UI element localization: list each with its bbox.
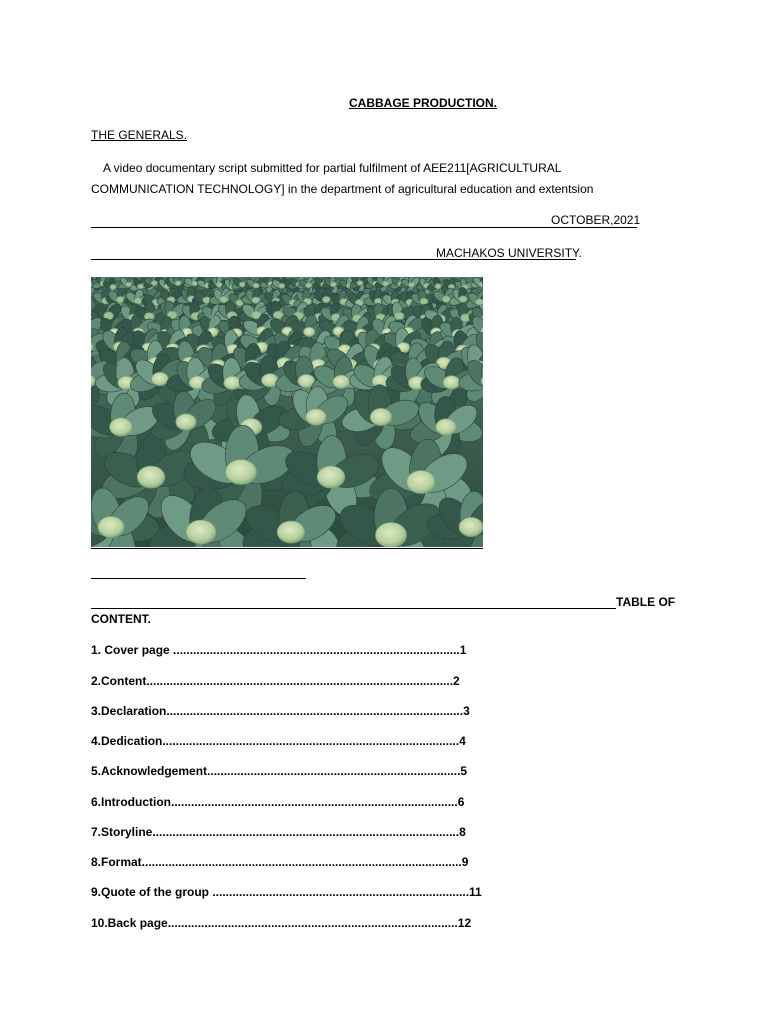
toc-rule <box>91 608 616 609</box>
toc-entry[interactable]: 5.Acknowledgement............................................................................5 <box>91 764 468 778</box>
toc-entry[interactable]: 2.Content............................................................................................2 <box>91 674 460 688</box>
photo-rule <box>91 548 483 549</box>
toc-heading-part1: TABLE OF <box>616 595 676 609</box>
toc-entry[interactable]: 10.Back page.......................................................................................12 <box>91 916 472 930</box>
toc-entry[interactable]: 6.Introduction......................................................................................6 <box>91 795 465 809</box>
group-name: THE GENERALS. <box>91 128 188 142</box>
submission-date: OCTOBER,2021 <box>551 213 641 227</box>
cabbage-field-photo <box>91 277 483 547</box>
submission-line-2: COMMUNICATION TECHNOLOGY] in the department of agricultural education and extentsion <box>91 182 594 196</box>
submission-line-1: A video documentary script submitted for partial fulfilment of AEE211[AGRICULTURAL <box>103 161 562 175</box>
toc-entry[interactable]: 8.Format................................................................................................9 <box>91 855 469 869</box>
toc-entry[interactable]: 1. Cover page ......................................................................................1 <box>91 643 467 657</box>
toc-entry[interactable]: 9.Quote of the group .............................................................................11 <box>91 885 482 899</box>
toc-heading-part2: CONTENT. <box>91 612 151 626</box>
university-name: MACHAKOS UNIVERSITY. <box>436 246 582 260</box>
date-rule <box>91 227 637 228</box>
toc-entry[interactable]: 7.Storyline............................................................................................8 <box>91 825 466 839</box>
document-title: CABBAGE PRODUCTION. <box>349 96 498 110</box>
toc-entry[interactable]: 3.Declaration.........................................................................................3 <box>91 704 470 718</box>
toc-entry[interactable]: 4.Dedication.........................................................................................4 <box>91 734 466 748</box>
short-rule <box>91 578 306 579</box>
